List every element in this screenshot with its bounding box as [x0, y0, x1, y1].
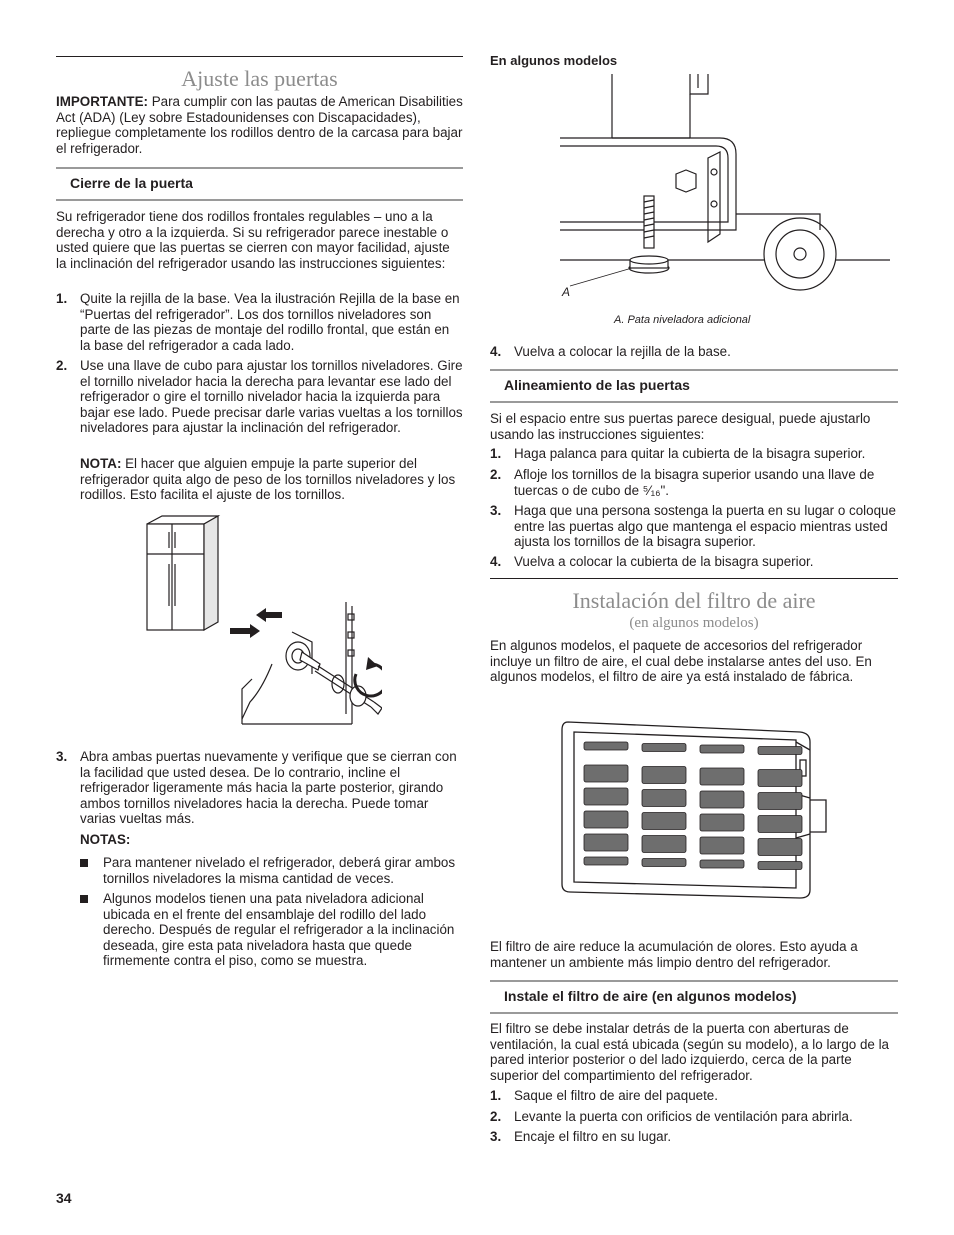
step-text: Encaje el filtro en su lugar.	[514, 1129, 672, 1144]
step-text: Levante la puerta con orificios de ventilación para abrirla.	[514, 1109, 853, 1124]
step-number: 4.	[490, 344, 502, 359]
install-step-1	[490, 1088, 898, 1104]
leveling-screw-illustration	[142, 514, 382, 736]
filter-vent-slot	[642, 859, 686, 867]
cierre-step-2	[56, 358, 463, 436]
step-number: 3.	[56, 749, 68, 764]
install-step-3	[490, 1129, 898, 1145]
step-number: 3.	[490, 503, 502, 518]
filter-vent-slot	[758, 816, 802, 833]
step-text: Vuelva a colocar la rejilla de la base.	[514, 344, 731, 359]
cierre-step-4	[490, 344, 898, 360]
filter-vent-slot	[642, 790, 686, 807]
step-text: Quite la rejilla de la base. Vea la ilustración Rejilla de la base en “Puertas del refrigerador”. Los dos tornillos niveladores son parte de las piezas de montaje del rodillo frontal, que están en la base del refrigerador a cada lado.	[80, 291, 460, 353]
filter-vent-slot	[758, 793, 802, 810]
cierre-step-3	[56, 749, 463, 827]
step-text: Use una llave de cubo para ajustar los tornillos niveladores. Gire el tornillo nivelador hacia la derecha para levantar ese lado del refrigerador o gire el tornillo nivelador hacia la izquierda para bajar ese lado. Puede precisar darle varias vueltas a los tornillos niveladores para ajustar la inclinación del refrigerador.	[80, 358, 463, 436]
filter-vent-slot	[584, 811, 628, 828]
step-number: 3.	[490, 1129, 502, 1144]
bullet-text: Algunos modelos tienen una pata niveladora adicional ubicada en el frente del ensamblaje del rodillo del lado derecho. Después de regular el refrigerador a la inclinación deseada, gire esta pata niveladora hasta que quede firmemente contra el piso, como se muestra.	[103, 891, 455, 969]
nota-label: NOTA:	[80, 456, 122, 471]
filter-vent-slot	[584, 742, 628, 750]
section-title-ajuste: Ajuste las puertas	[181, 66, 338, 91]
filter-vent-slot	[642, 744, 686, 752]
step-text: Haga palanca para quitar la cubierta de la bisagra superior.	[514, 446, 866, 461]
filter-vent-slot	[584, 788, 628, 805]
install-intro: El filtro se debe instalar detrás de la puerta con aberturas de ventilación, la cual está ubicada (según su modelo), a lo largo de la pared interior posterior o del lado izquierdo, cerca de la parte superior del compartimiento del refrigerador.	[490, 1021, 889, 1083]
filter-vent-slot	[642, 813, 686, 830]
filter-vent-slot	[758, 862, 802, 870]
section-subtitle-filtro: (en algunos modelos)	[629, 615, 759, 631]
important-label: IMPORTANTE:	[56, 94, 148, 109]
filter-vent-slot	[700, 745, 744, 753]
important-paragraph	[56, 94, 463, 156]
notas-bullet-2	[80, 891, 463, 969]
filter-vent-slot	[584, 834, 628, 851]
align-step-4	[490, 554, 898, 570]
filter-vent-slot	[700, 768, 744, 785]
nota-paragraph	[80, 456, 463, 503]
subheading-alineamiento-label: Alineamiento de las puertas	[504, 377, 690, 393]
step-text: Haga que una persona sostenga la puerta en su lugar o coloque entre las puertas algo que mantenga el espacio mientras usted ajusta los tornillos de la bisagra superior.	[514, 503, 896, 550]
filter-vent-slot	[758, 747, 802, 755]
step-number: 1.	[490, 1088, 502, 1103]
bullet-text: Para mantener nivelado el refrigerador, deberá girar ambos tornillos niveladores la misma cantidad de veces.	[103, 855, 456, 886]
filter-intro: En algunos modelos, el paquete de accesorios del refrigerador incluye un filtro de aire, el cual debe instalarse antes del uso. En algunos modelos, el filtro de aire ya está instalado de fábrica.	[490, 638, 872, 685]
cierre-intro: Su refrigerador tiene dos rodillos frontales regulables – uno a la derecha y otro a la izquierda. Si su refrigerador parece inestable o usted quiere que las puertas se cierren con mayor facilidad, ajuste la inclinación del refrigerador usando las instrucciones siguientes:	[56, 209, 450, 271]
important-text: Para cumplir con las pautas de American Disabilities Act (ADA) (Ley sobre Estadounidenses con Discapacidades), repliegue completamente los rodillos dentro de la carcasa para bajar el refrigerador.	[56, 94, 463, 156]
filter-vent-slot	[584, 765, 628, 782]
step-number: 2.	[56, 358, 68, 373]
step-text: Afloje los tornillos de la bisagra superior usando una llave de tuercas o de cubo de ⁵⁄₁₆".	[514, 467, 875, 498]
subheading-instale-label: Instale el filtro de aire (en algunos modelos)	[504, 988, 797, 1004]
bullet-square	[80, 859, 88, 867]
filter-vent-slot	[700, 814, 744, 831]
notas-bullet-1	[80, 855, 463, 886]
filter-vent-slot	[700, 791, 744, 808]
install-step-2	[490, 1109, 898, 1125]
step-number: 2.	[490, 1109, 502, 1124]
top-rule	[56, 56, 463, 57]
filter-vent-slot	[758, 770, 802, 787]
bullet-square	[80, 895, 88, 903]
filter-vent-slot	[758, 839, 802, 856]
filter-vent-slot	[584, 857, 628, 865]
figure-caption: A. Pata niveladora adicional	[614, 314, 751, 326]
notas-label: NOTAS:	[80, 832, 131, 847]
subheading-cierre-label: Cierre de la puerta	[70, 175, 193, 191]
subheading-instale	[490, 980, 898, 1014]
step-text: Saque el filtro de aire del paquete.	[514, 1088, 718, 1103]
filter-vent-slot	[700, 860, 744, 868]
subheading-alineamiento	[490, 369, 898, 403]
subheading-cierre	[56, 167, 463, 201]
section-rule	[490, 578, 898, 579]
air-filter-illustration	[560, 720, 830, 900]
align-step-3	[490, 503, 898, 550]
step-number: 1.	[56, 291, 68, 306]
step-text: Abra ambas puertas nuevamente y verifique que se cierran con la facilidad que usted desea. De lo contrario, incline el refrigerador ligeramente más hacia la parte posterior, girando ambos tornillos niveladores hacia la derecha. Puede tomar varias vueltas más.	[80, 749, 457, 827]
filter-vent-slot	[642, 767, 686, 784]
filter-description: El filtro de aire reduce la acumulación de olores. Esto ayuda a mantener un ambiente más limpio dentro del refrigerador.	[490, 939, 858, 970]
filter-vent-slot	[700, 837, 744, 854]
callout-letter: A	[562, 285, 571, 299]
align-step-1	[490, 446, 898, 462]
leveling-leg-illustration	[560, 74, 890, 306]
step-number: 4.	[490, 554, 502, 569]
step-text: Vuelva a colocar la cubierta de la bisagra superior.	[514, 554, 814, 569]
filter-vent-slot	[642, 836, 686, 853]
alineamiento-intro: Si el espacio entre sus puertas parece desigual, puede ajustarlo usando las instrucciones siguientes:	[490, 411, 871, 442]
step-number: 1.	[490, 446, 502, 461]
nota-text: El hacer que alguien empuje la parte superior del refrigerador quita algo de peso de los tornillos niveladores y los rodillos. Esto facilita el ajuste de los tornillos.	[80, 456, 456, 503]
align-step-2	[490, 467, 898, 498]
cierre-step-1	[56, 291, 463, 353]
section-title-filtro: Instalación del filtro de aire	[572, 588, 816, 613]
models-label: En algunos modelos	[490, 53, 618, 68]
step-number: 2.	[490, 467, 502, 482]
page-number: 34	[56, 1190, 72, 1206]
